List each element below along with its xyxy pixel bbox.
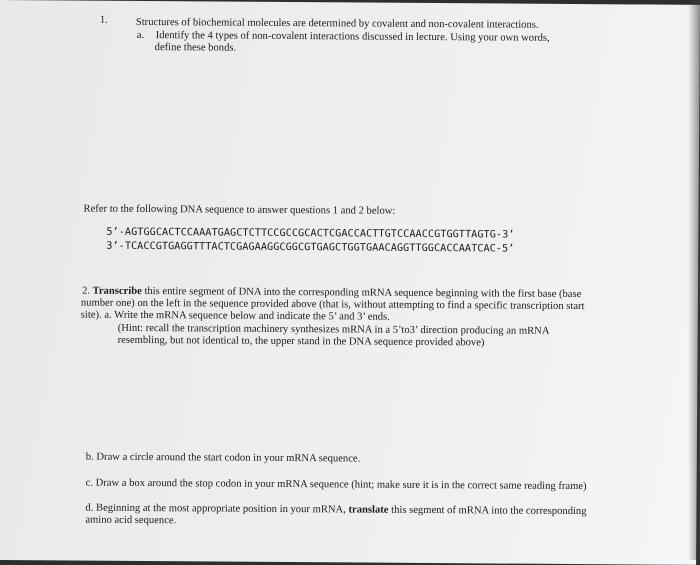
question-2d-prefix: d. Beginning at the most appropriate position in your mRNA,: [85, 502, 349, 516]
question-2b: b. Draw a circle around the start codon in your mRNA sequence.: [85, 451, 361, 465]
question-2-hint-line2: resembling, but not identical to, the upper stand in the DNA sequence provided above): [117, 334, 485, 349]
question-2-number: 2.: [81, 285, 90, 297]
question-2-line2: number one) on the left in the sequence provided above (that is, without attempting to find a specific transcription start: [80, 297, 585, 313]
dna-top-strand: 5’-AGTGGCACTCCAAATGAGCTCTTCCGCCGCACTCGACCACTTGTCCAACCGTGGTTAGTG-3’: [106, 226, 515, 241]
question-1-stem: Structures of biochemical molecules are determined by covalent and non-covalent interactions.: [135, 16, 539, 31]
question-2c: c. Draw a box around the stop codon in your mRNA sequence (hint; make sure it is in the correct same reading frame): [85, 477, 587, 493]
dna-bottom-strand: 3’-TCACCGTGAGGTTTACTCGAGAAGGCGGCGTGAGCTGGTGAACAGGTTGGCACCAATCAC-5’: [106, 240, 515, 255]
question-2d-line2: amino acid sequence.: [85, 514, 177, 527]
question-2d-keyword: translate: [348, 504, 389, 516]
question-1a-letter: a.: [136, 29, 145, 42]
question-2d-suffix: this segment of mRNA into the corresponding: [388, 504, 587, 518]
page-edge-shadow: [688, 0, 700, 560]
question-2-hint-line1: (Hint: recall the transcription machinery synthesizes mRNA in a 5’to3’ direction producing an mRNA: [117, 322, 550, 337]
question-1-number: 1.: [99, 14, 108, 26]
dna-intro: Refer to the following DNA sequence to answer questions 1 and 2 below:: [83, 203, 396, 217]
question-2-keyword: Transcribe: [92, 285, 142, 297]
question-2-line1-rest: this entire segment of DNA into the corresponding mRNA sequence beginning with the first base (base: [141, 285, 582, 301]
question-2-line3: site). a. Write the mRNA sequence below and indicate the 5’ and 3’ ends.: [80, 309, 390, 323]
question-1a-line2: define these bonds.: [154, 42, 237, 54]
question-1a-line1: Identify the 4 types of non-covalent interactions discussed in lecture. Using your own words,: [155, 30, 550, 44]
